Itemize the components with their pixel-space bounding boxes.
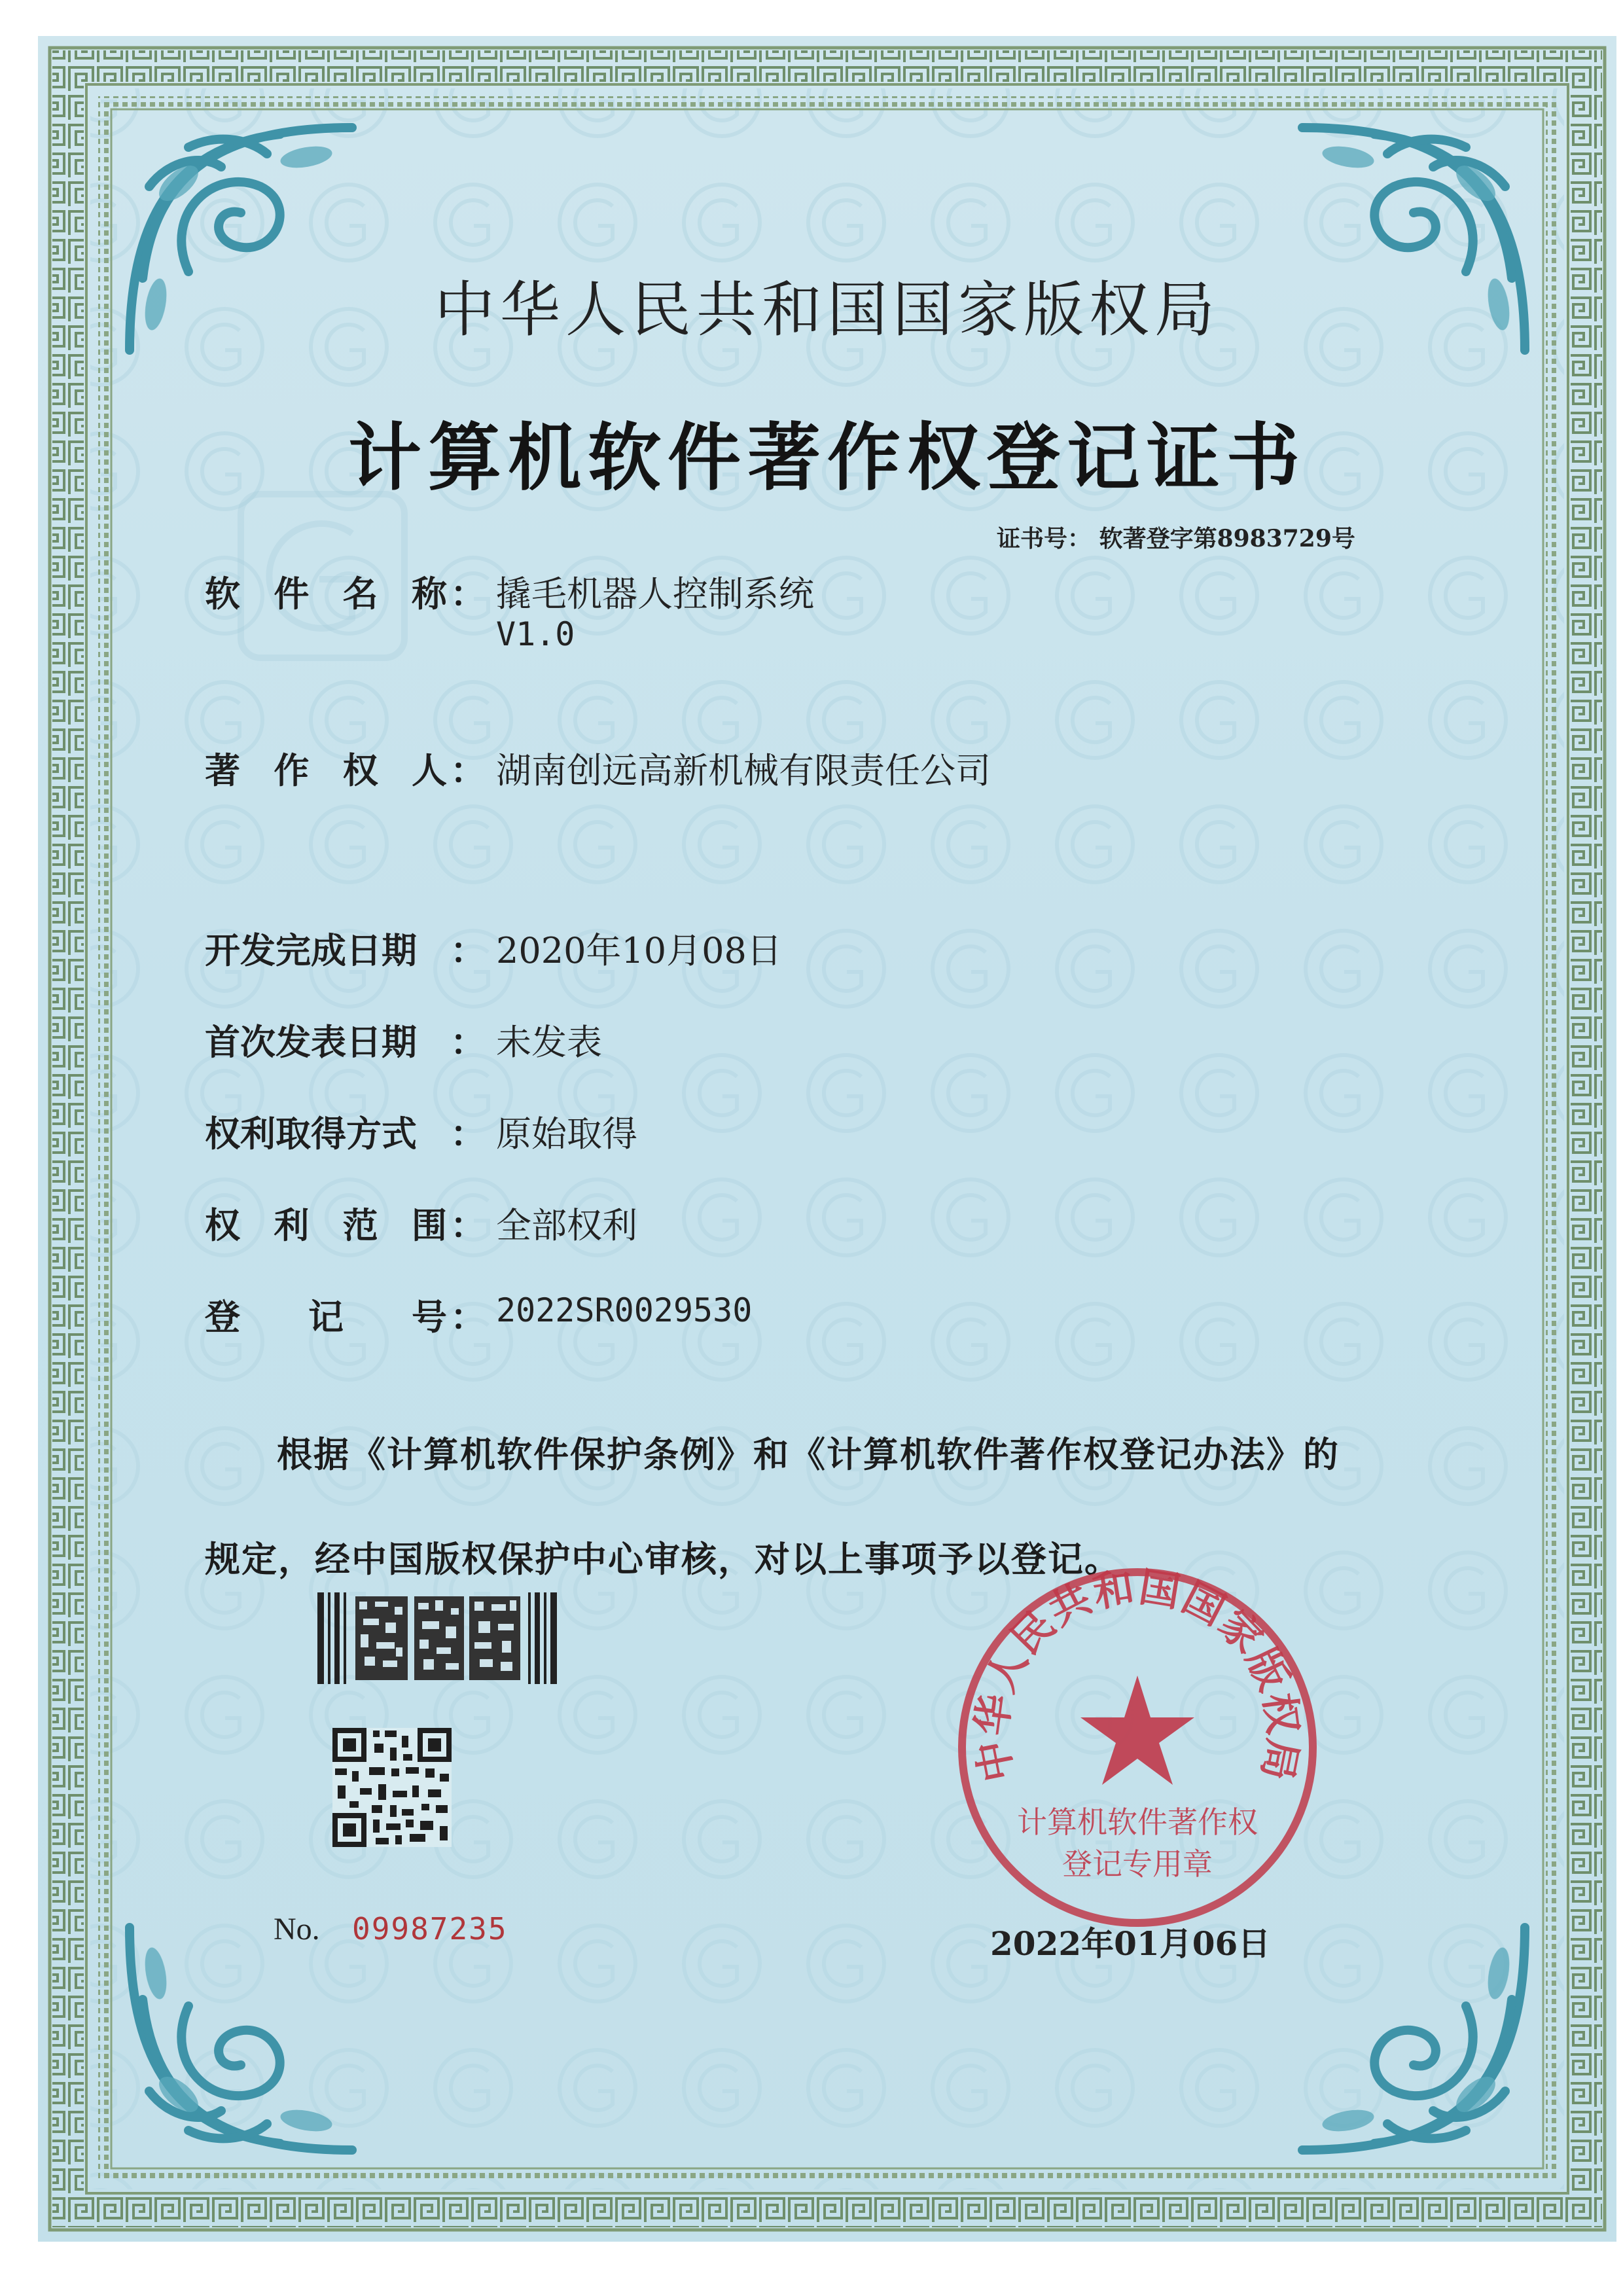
first-publish-date-value: 未发表: [496, 1022, 602, 1063]
copyright-owner-colon: ：: [450, 749, 486, 791]
acquisition-method-colon: ：: [450, 1113, 486, 1155]
acquisition-method-label: 权利取得方式: [205, 1113, 417, 1155]
dev-complete-date-colon: ：: [450, 929, 486, 971]
statement-line-1: 根据《计算机软件保护条例》和《计算机软件著作权登记办法》的: [277, 1433, 1340, 1475]
seal-star-icon: [1080, 1676, 1194, 1785]
seal-text-line-1: 计算机软件著作权: [1017, 1804, 1258, 1840]
certificate-number-label: 证书号：: [997, 525, 1092, 552]
corner-ornament-bottom-left: [110, 1908, 372, 2170]
registration-number-value: 2022SR0029530: [496, 1291, 753, 1329]
statement-line-2: 规定，经中国版权保护中心审核，对以上事项予以登记。: [205, 1538, 1121, 1580]
first-publish-date-label: 首次发表日期: [205, 1021, 417, 1063]
barcode: [317, 1592, 558, 1684]
dev-complete-date-value: 2020年10月08日: [496, 930, 782, 971]
software-name-label: 软 件 名 称: [205, 573, 447, 615]
certificate-title: 计算机软件著作权登记证书: [348, 415, 1306, 501]
first-publish-date-colon: ：: [450, 1021, 486, 1063]
copyright-owner-value: 湖南创远高新机械有限责任公司: [496, 750, 991, 791]
issue-date: 2022年01月06日: [990, 1924, 1271, 1963]
certificate-paper: [38, 36, 1616, 2242]
serial-number-value: 09987235: [352, 1911, 508, 1946]
rights-scope-label: 权 利 范 围: [205, 1204, 447, 1246]
certificate-number: [997, 520, 1355, 554]
dev-complete-date-label: 开发完成日期: [205, 929, 417, 971]
registration-number-label: 登 记 号: [205, 1296, 447, 1338]
seal-arc-text: 中华人民共和国国家版权局: [967, 1562, 1308, 1785]
issuer-title: 中华人民共和国国家版权局: [434, 275, 1220, 345]
official-seal: [948, 1558, 1327, 1937]
corner-ornament-bottom-right: [1283, 1908, 1544, 2170]
copyright-owner-label: 著 作 权 人: [205, 749, 447, 791]
rights-scope-value: 全部权利: [496, 1205, 637, 1246]
registration-number-colon: ：: [450, 1296, 486, 1338]
certificate-number-value: 软著登字第8983729号: [1099, 525, 1355, 552]
software-version-value: V1.0: [496, 615, 575, 653]
qr-code: [332, 1728, 452, 1847]
software-name-value: 撬毛机器人控制系统: [496, 573, 814, 615]
serial-number-label: No.: [274, 1912, 320, 1946]
seal-text-line-2: 登记专用章: [1062, 1846, 1213, 1882]
software-name-colon: ：: [450, 573, 486, 615]
rights-scope-colon: ：: [450, 1204, 486, 1246]
acquisition-method-value: 原始取得: [496, 1113, 637, 1155]
